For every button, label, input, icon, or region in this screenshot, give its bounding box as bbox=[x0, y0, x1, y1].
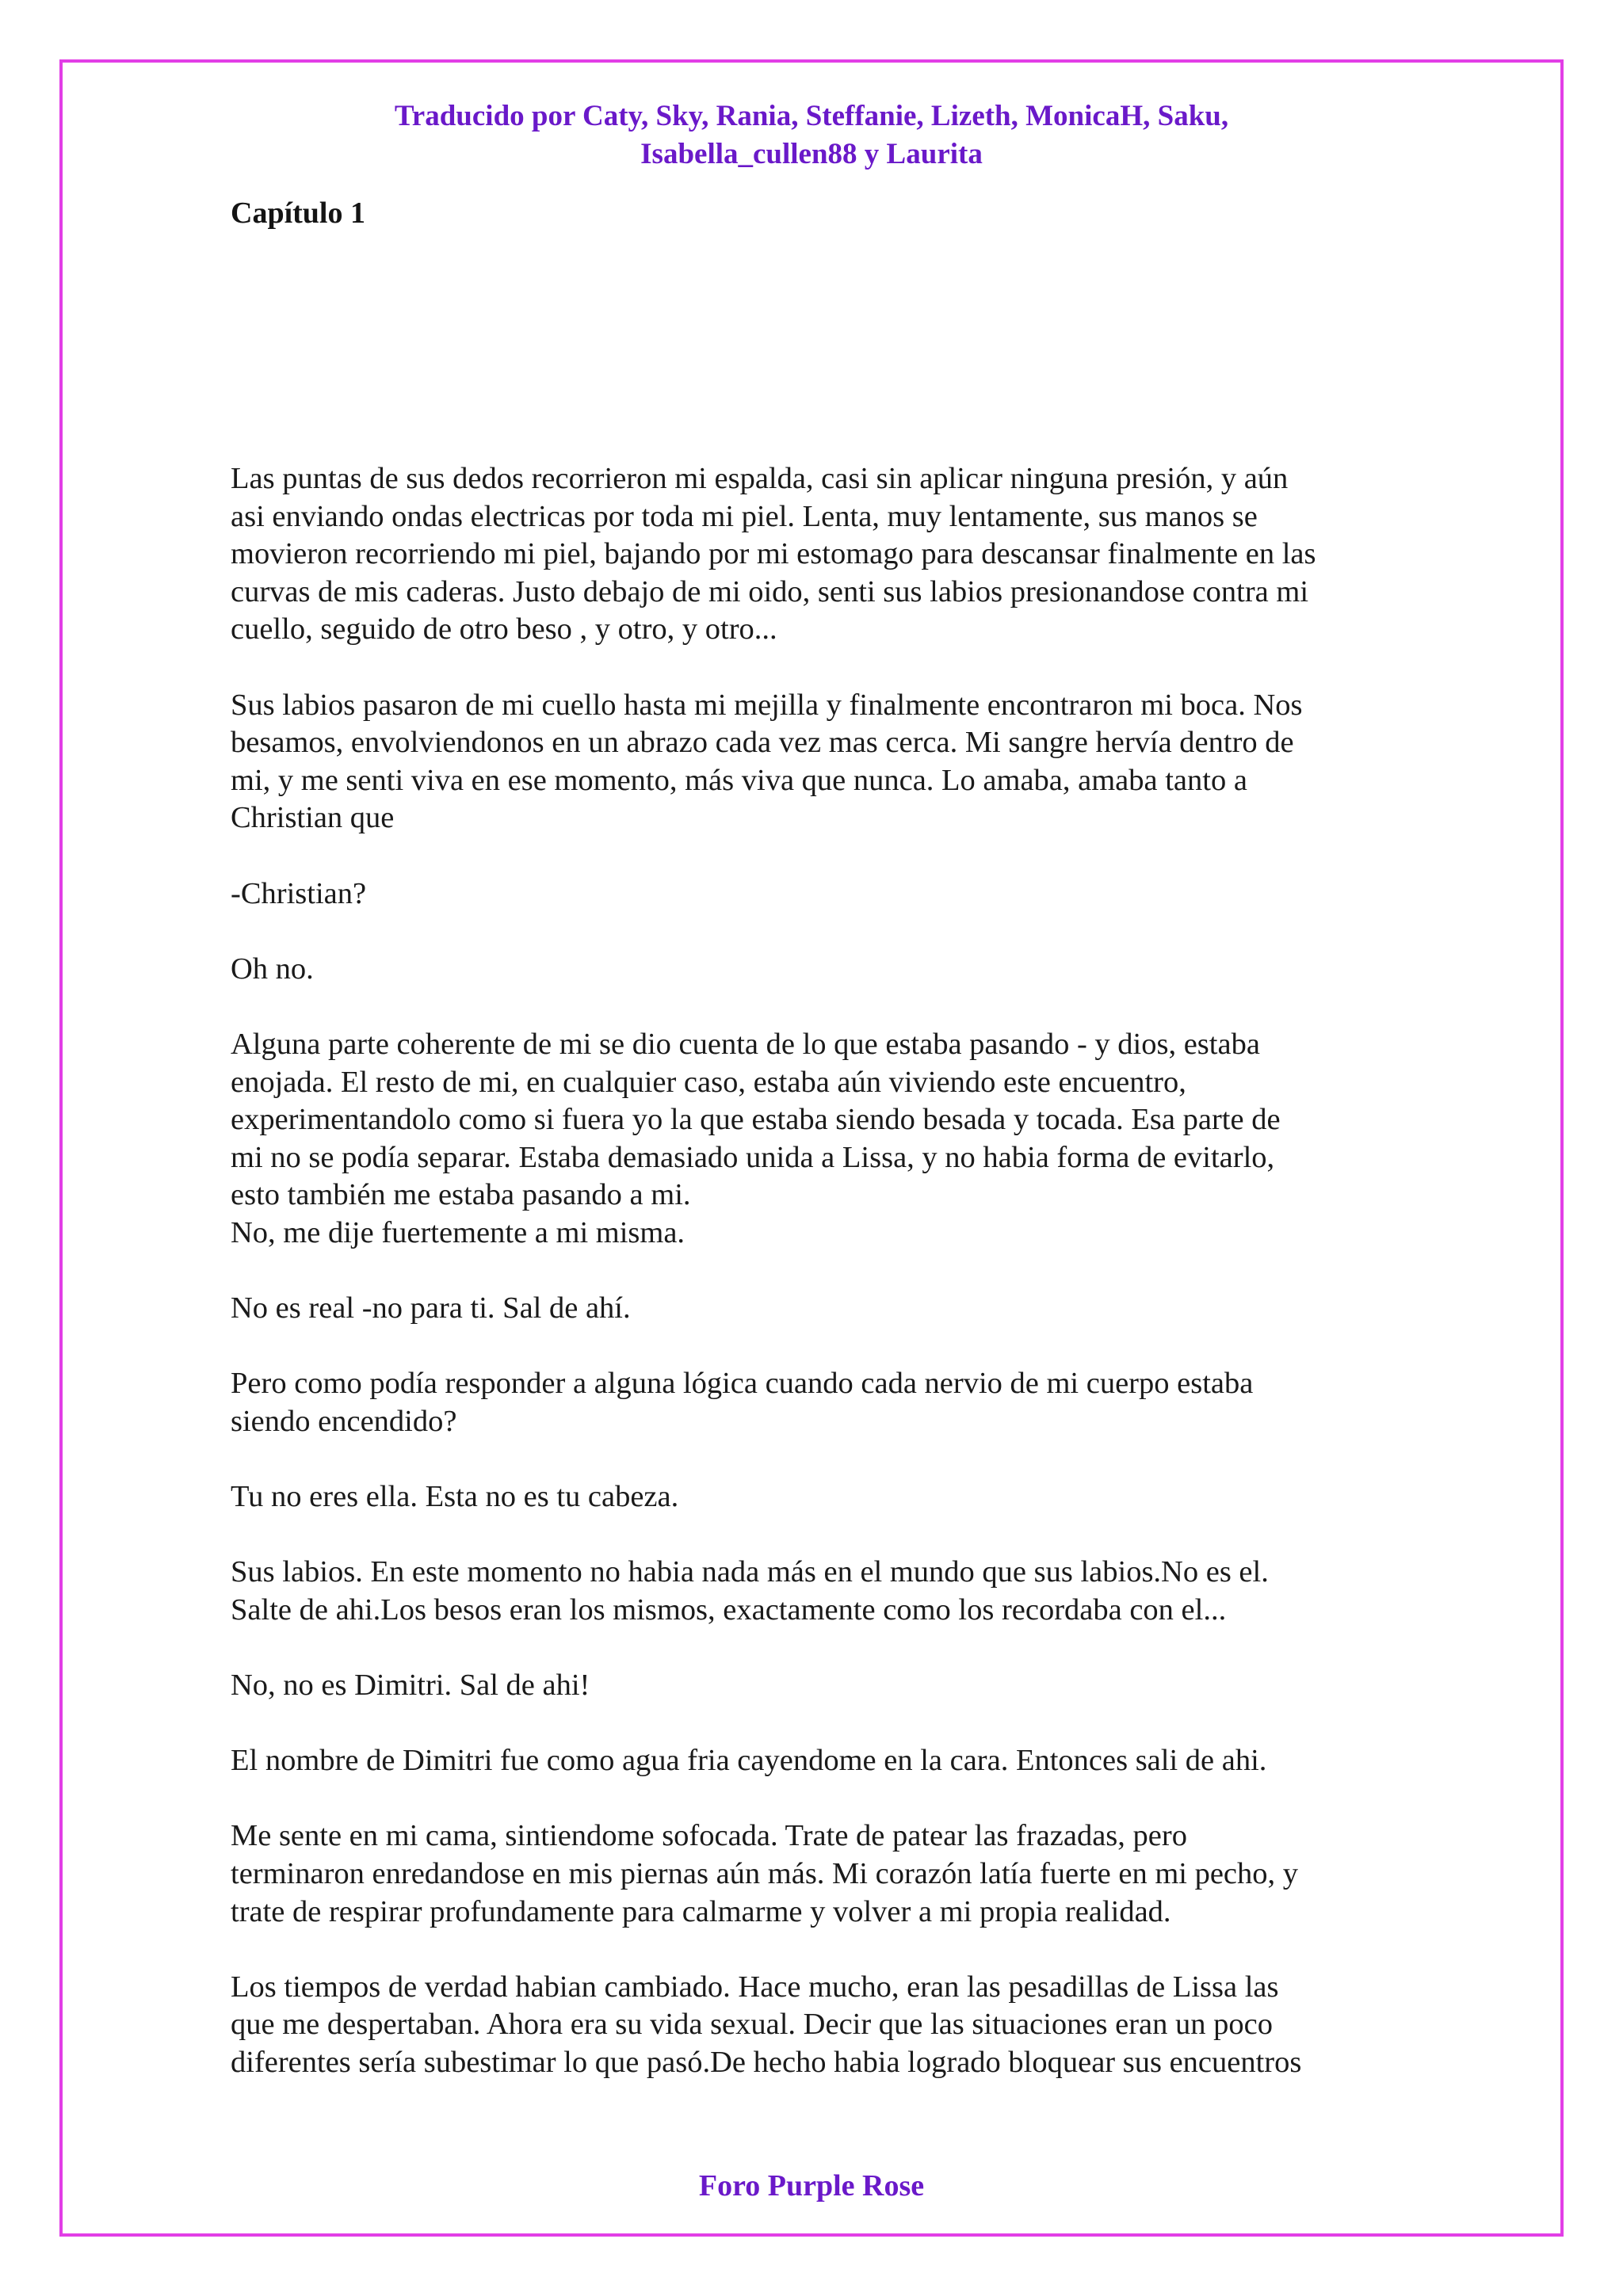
translators-header bbox=[63, 97, 1560, 174]
forum-footer: Foro Purple Rose bbox=[698, 2169, 925, 2203]
paragraph-line: Christian que bbox=[231, 801, 395, 835]
paragraph-line: Las puntas de sus dedos recorrieron mi espalda, casi sin aplicar ninguna presión, y aún bbox=[231, 462, 1289, 495]
paragraph-line: El nombre de Dimitri fue como agua fria cayendome en la cara. Entonces sali de ahi. bbox=[231, 1744, 1267, 1778]
paragraph-line: enojada. El resto de mi, en cualquier caso, estaba aún viviendo este encuentro, bbox=[231, 1065, 1186, 1099]
paragraph bbox=[231, 687, 1530, 837]
chapter-title: Capítulo 1 bbox=[231, 196, 365, 230]
paragraph bbox=[231, 951, 1530, 989]
paragraph-line: No es real -no para ti. Sal de ahí. bbox=[231, 1291, 631, 1325]
paragraph-line: Alguna parte coherente de mi se dio cuenta de lo que estaba pasando - y dios, estaba bbox=[231, 1027, 1260, 1061]
paragraph-line: Pero como podía responder a alguna lógica cuando cada nervio de mi cuerpo estaba bbox=[231, 1367, 1254, 1401]
paragraph-line: movieron recorriendo mi piel, bajando por mi estomago para descansar finalmente en las bbox=[231, 537, 1316, 571]
paragraph-line: cuello, seguido de otro beso , y otro, y otro... bbox=[231, 612, 777, 646]
paragraph-line: siendo encendido? bbox=[231, 1404, 457, 1438]
paragraph bbox=[231, 1667, 1530, 1705]
paragraph-line: Los tiempos de verdad habian cambiado. Hace mucho, eran las pesadillas de Lissa las bbox=[231, 1970, 1279, 2004]
paragraph bbox=[231, 1742, 1530, 1780]
paragraph bbox=[231, 1290, 1530, 1328]
paragraph-line: besamos, envolviendonos en un abrazo cada vez mas cerca. Mi sangre hervía dentro de bbox=[231, 726, 1294, 760]
paragraph bbox=[231, 1817, 1530, 1931]
translators-line-2: Isabella_cullen88 y Laurita bbox=[640, 138, 983, 170]
paragraph-line: Sus labios. En este momento no habia nada más en el mundo que sus labios.No es el. bbox=[231, 1555, 1269, 1589]
paragraph-line: asi enviando ondas electricas por toda mi piel. Lenta, muy lentamente, sus manos se bbox=[231, 499, 1258, 533]
paragraph bbox=[231, 1478, 1530, 1516]
paragraph-line: mi, y me senti viva en ese momento, más viva que nunca. Lo amaba, amaba tanto a bbox=[231, 763, 1247, 797]
paragraph-line: mi no se podía separar. Estaba demasiado unida a Lissa, y no habia forma de evitarlo, bbox=[231, 1140, 1275, 1174]
paragraph-line: esto también me estaba pasando a mi. bbox=[231, 1178, 691, 1212]
paragraph-line: Sus labios pasaron de mi cuello hasta mi mejilla y finalmente encontraron mi boca. Nos bbox=[231, 688, 1303, 722]
paragraph-line: diferentes sería subestimar lo que pasó.De hecho habia logrado bloquear sus encuentros bbox=[231, 2045, 1302, 2079]
translators-line-1: Traducido por Caty, Sky, Rania, Steffanie, Lizeth, MonicaH, Saku, bbox=[394, 100, 1229, 132]
paragraph-line: trate de respirar profundamente para calmarme y volver a mi propia realidad. bbox=[231, 1894, 1171, 1928]
paragraph-line: No, no es Dimitri. Sal de ahi! bbox=[231, 1669, 590, 1702]
paragraph-line: Tu no eres ella. Esta no es tu cabeza. bbox=[231, 1480, 679, 1514]
paragraph-line: que me despertaban. Ahora era su vida sexual. Decir que las situaciones eran un poco bbox=[231, 2008, 1273, 2042]
paragraph-line: Me sente en mi cama, sintiendome sofocada. Trate de patear las frazadas, pero bbox=[231, 1819, 1187, 1853]
paragraph bbox=[231, 1026, 1530, 1253]
paragraph bbox=[231, 875, 1530, 913]
paragraph-line: Salte de ahi.Los besos eran los mismos, exactamente como los recordaba con el... bbox=[231, 1592, 1227, 1627]
chapter-body bbox=[231, 460, 1530, 2119]
paragraph bbox=[231, 1365, 1530, 1440]
paragraph-line: experimentandolo como si fuera yo la que estaba siendo besada y tocada. Esa parte de bbox=[231, 1103, 1281, 1137]
paragraph-line: -Christian? bbox=[231, 876, 367, 910]
page-border bbox=[59, 59, 1564, 2237]
paragraph bbox=[231, 1969, 1530, 2082]
paragraph bbox=[231, 460, 1530, 649]
paragraph bbox=[231, 1554, 1530, 1629]
paragraph-line: Oh no. bbox=[231, 952, 314, 986]
paragraph-line: No, me dije fuertemente a mi misma. bbox=[231, 1215, 685, 1249]
paragraph-line: curvas de mis caderas. Justo debajo de mi oido, senti sus labios presionandose contra mi bbox=[231, 574, 1309, 608]
paragraph-line: terminaron enredandose en mis piernas aún más. Mi corazón latía fuerte en mi pecho, y bbox=[231, 1856, 1299, 1890]
